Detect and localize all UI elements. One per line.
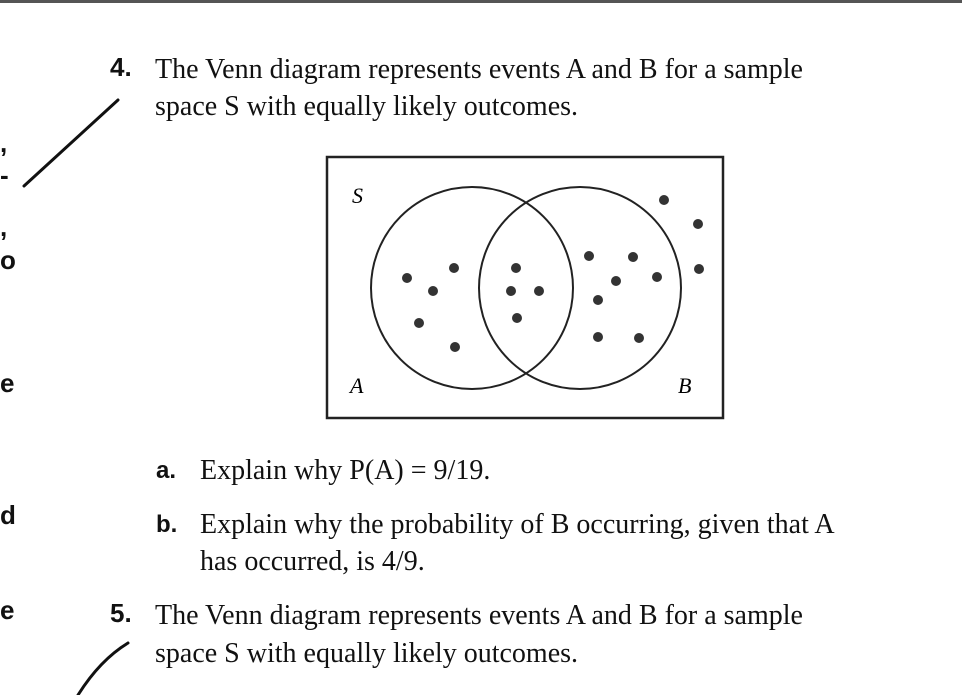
outcome-dot-b-only: [593, 295, 603, 305]
margin-fragment: e: [0, 368, 15, 398]
problem-4-text-line2: space S with equally likely outcomes.: [155, 91, 579, 122]
outcome-dot-a-and-b: [534, 286, 544, 296]
problem-4-text-line1: The Venn diagram represents events A and B for a sample: [155, 54, 803, 85]
outcome-dot-a-only: [414, 318, 424, 328]
label-b: B: [678, 373, 692, 398]
outcome-dot-b-only: [628, 252, 638, 262]
outcome-dot-b-only: [584, 251, 594, 261]
outcome-dot-b-only: [652, 272, 662, 282]
outcome-dot-a-only: [428, 286, 438, 296]
margin-fragment: ,: [0, 212, 8, 242]
outcome-dot-a-only: [450, 342, 460, 352]
margin-fragment: o: [0, 245, 16, 275]
part-b-letter: b.: [156, 511, 178, 538]
label-a: A: [350, 373, 364, 398]
label-s: S: [352, 183, 363, 208]
part-a-letter: a.: [156, 457, 177, 484]
outcome-dot-b-only: [634, 333, 644, 343]
outcome-dot-b-only: [611, 276, 621, 286]
outcome-dot-b-only: [593, 332, 603, 342]
margin-fragment: d: [0, 500, 16, 530]
outcome-dot-a-only: [402, 273, 412, 283]
outcome-dot-outside: [659, 195, 669, 205]
outcome-dot-a-and-b: [511, 263, 521, 273]
part-a-text: Explain why P(A) = 9/19.: [200, 455, 491, 486]
margin-fragment: -: [0, 160, 9, 190]
problem-4-number: 4.: [110, 52, 132, 82]
outcome-dot-outside: [693, 219, 703, 229]
margin-fragment: ,: [0, 128, 8, 158]
problem-5-text-line2: space S with equally likely outcomes.: [155, 638, 579, 669]
problem-5-number: 5.: [110, 598, 132, 628]
problem-5-text-line1: The Venn diagram represents events A and B for a sample: [155, 600, 803, 631]
outcome-dot-a-and-b: [512, 313, 522, 323]
outcome-dot-a-only: [449, 263, 459, 273]
margin-fragment: e: [0, 595, 15, 625]
outcome-dot-outside: [694, 264, 704, 274]
part-b-text-line2: has occurred, is 4/9.: [200, 546, 425, 577]
part-b-text-line1: Explain why the probability of B occurring, given that A: [200, 509, 835, 540]
outcome-dot-a-and-b: [506, 286, 516, 296]
